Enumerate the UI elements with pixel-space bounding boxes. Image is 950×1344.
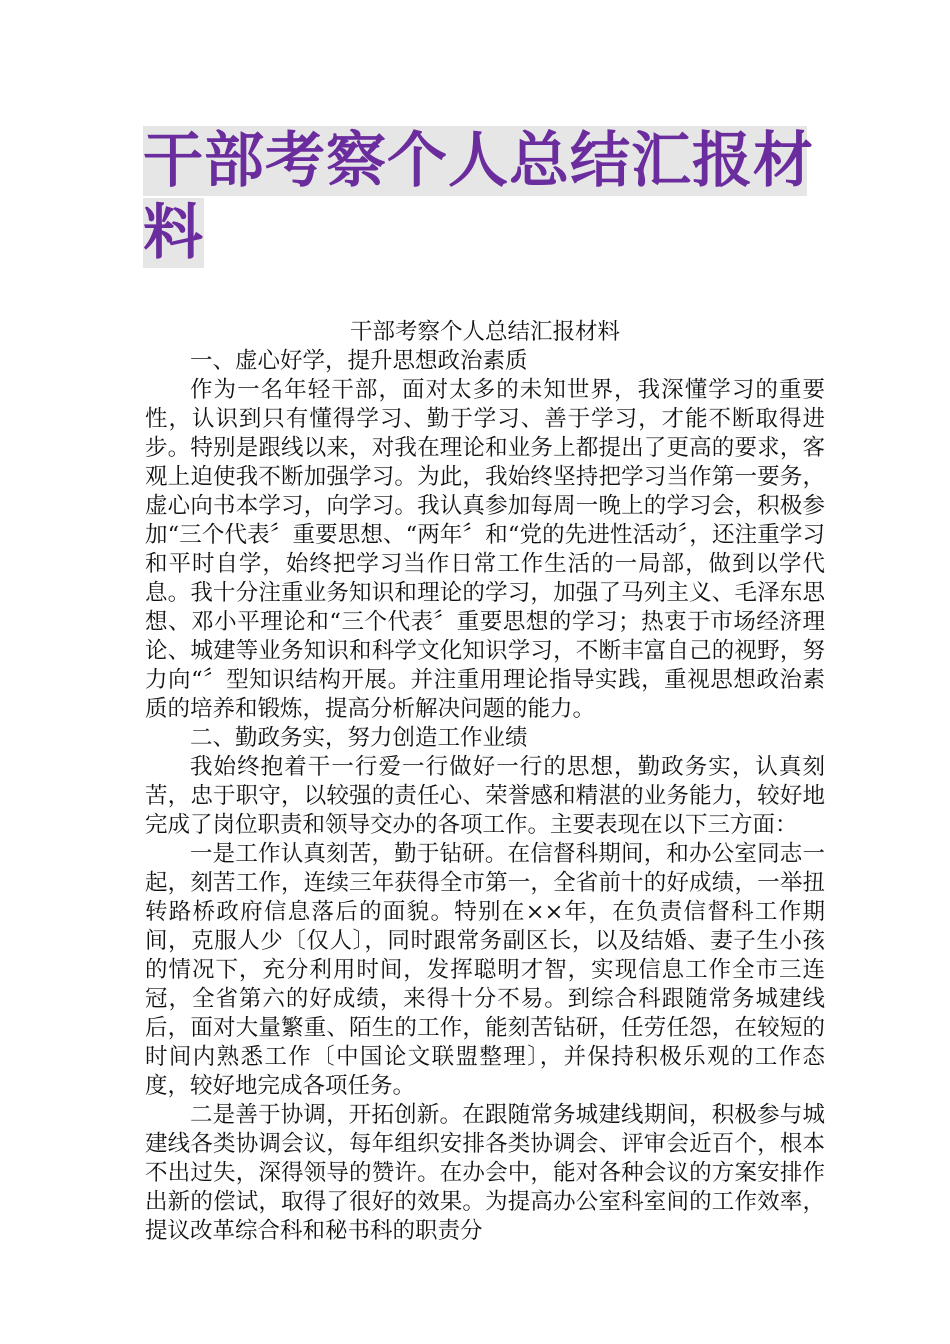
- document-title: [143, 126, 814, 268]
- section-heading-1: 一、虚心好学，提升思想政治素质: [190, 348, 528, 374]
- body-heading: 干部考察个人总结汇报材料: [349, 319, 620, 345]
- paragraph-4: 二是善于协调，开拓创新。在跟随常务城建线期间，积极参与城建线各类协调会议，每年组织安排各类协调会、评审会近百个，根本不出过失，深得领导的赞许。在办会中，能对各种会议的方案安排作出新的偿试，取得了很好的效果。为提高办公室科室间的工作效率，提议改革综合科和秘书科的职责分: [145, 1102, 825, 1244]
- title-line-2: 料: [143, 198, 204, 268]
- paragraph-3: 一是工作认真刻苦，勤于钻研。在信督科期间，和办公室同志一起，刻苦工作，连续三年获得全市第一，全省前十的好成绩，一举扭转路桥政府信息落后的面貌。特别在××年，在负责信督科工作期间，克服人少〔仅人〕，同时跟常务副区长，以及结婚、妻子生小孩的情况下，充分利用时间，发挥聪明才智，实现信息工作全市三连冠，全省第六的好成绩，来得十分不易。到综合科跟随常务城建线后，面对大量繁重、陌生的工作，能刻苦钻研，任劳任怨，在较短的时间内熟悉工作〔中国论文联盟整理〕，并保持积极乐观的工作态度，较好地完成各项任务。: [145, 841, 825, 1099]
- title-line-1: 干部考察个人总结汇报材: [143, 126, 814, 196]
- paragraph-2: 我始终抱着干一行爱一行做好一行的思想，勤政务实，认真刻苦，忠于职守，以较强的责任心、荣誉感和精湛的业务能力，较好地完成了岗位职责和领导交办的各项工作。主要表现在以下三方面：: [145, 754, 825, 838]
- document-body: [145, 318, 825, 1246]
- paragraph-1: 作为一名年轻干部，面对太多的未知世界，我深懂学习的重要性，认识到只有懂得学习、勤于学习、善于学习，才能不断取得进步。特别是跟线以来，对我在理论和业务上都提出了更高的要求，客观上迫使我不断加强学习。为此，我始终坚持把学习当作第一要务，虚心向书本学习，向学习。我认真参加每周一晚上的学习会，积极参加“三个代表〞重要思想、“两年〞和“党的先进性活动〞，还注重学习和平时自学，始终把学习当作日常工作生活的一局部，做到以学代息。我十分注重业务知识和理论的学习，加强了马列主义、毛泽东思想、邓小平理论和“三个代表〞重要思想的学习；热衷于市场经济理论、城建等业务知识和科学文化知识学习，不断丰富自己的视野，努力向“〞型知识结构开展。并注重用理论指导实践，重视思想政治素质的培养和锻炼，提高分析解决问题的能力。: [145, 377, 825, 722]
- section-heading-2: 二、勤政务实，努力创造工作业绩: [190, 725, 528, 751]
